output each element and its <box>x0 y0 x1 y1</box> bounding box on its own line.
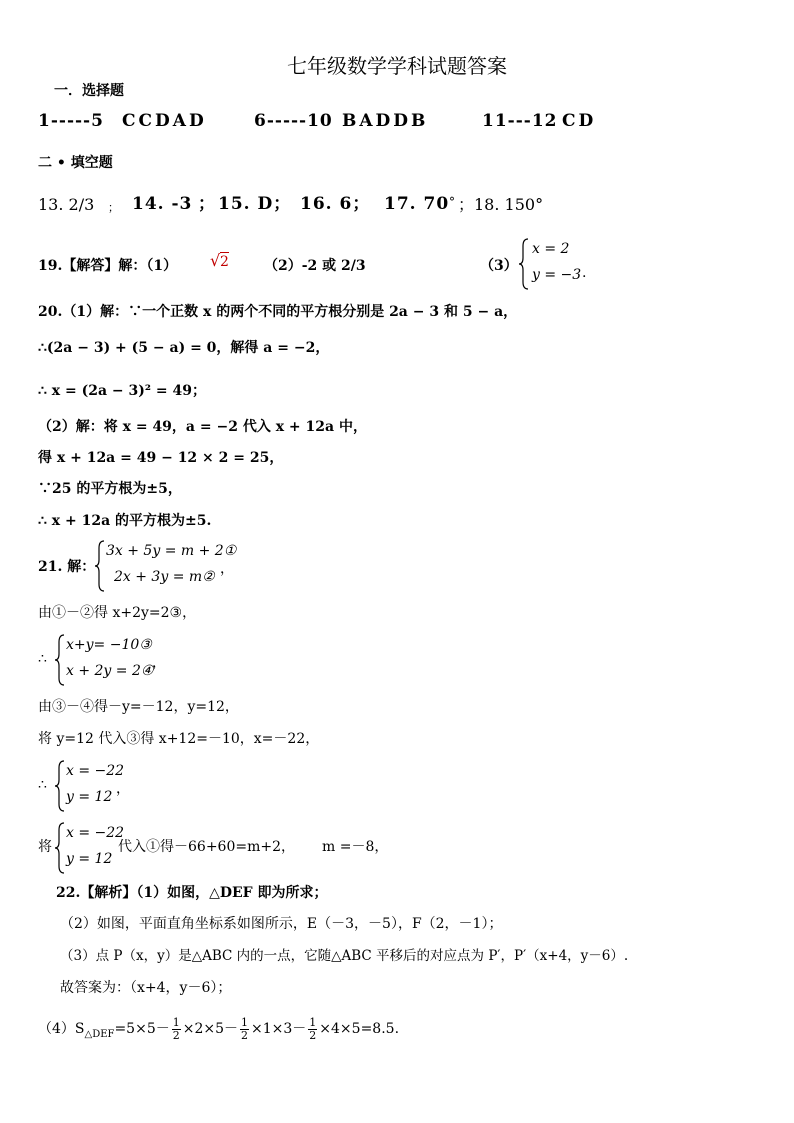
degree-17: ° <box>449 195 455 209</box>
q19-label: 19.【解答】解：（1） <box>38 258 178 274</box>
answer-13: 13. 2/3 <box>38 195 95 214</box>
fraction-half-1: $\frac{1}{2}$ <box>172 1015 180 1042</box>
q22-line4: 故答案为：（x+4，y－6）； <box>60 980 232 996</box>
brace-icon <box>518 238 530 290</box>
q20-line3: ∴ x = (2a − 3)² = 49； <box>38 383 206 399</box>
q20-line5: 得 x + 12a = 49 − 12 × 2 = 25， <box>38 450 284 466</box>
separator-14: ； <box>198 194 216 214</box>
brace-icon <box>54 634 66 686</box>
q21-system2-row1: x+y= −10③ <box>66 637 152 653</box>
choice-answers-1: CCDAD <box>122 111 207 131</box>
q21-system2 <box>54 634 164 686</box>
area-term-d: ×4×5=8.5. <box>319 1021 400 1037</box>
answer-18: ；18. 150° <box>458 195 544 214</box>
choice-range-3: 11---12 <box>482 111 558 131</box>
brace-icon <box>94 540 106 592</box>
q21-line1: 由①－②得 x+2y=2③， <box>38 605 197 621</box>
q20-line6: ∵25 的平方根为±5， <box>38 481 182 497</box>
q22-line2: （2）如图，平面直角坐标系如图所示，E（－3，－5），F（2，－1）； <box>60 916 503 932</box>
q22-area-formula <box>38 1014 399 1050</box>
q20-line2: ∴(2a − 3) + (5 − a) = 0，解得 a = −2， <box>38 340 330 356</box>
q21-system1 <box>94 540 237 592</box>
q21-system1-end: ， <box>220 561 234 577</box>
q19-part2: （2）-2 或 2/3 <box>264 258 366 274</box>
fraction-half-2: $\frac{1}{2}$ <box>241 1015 249 1042</box>
choice-answers-2: BADDB <box>342 111 429 131</box>
q22-line1: 22.【解析】（1）如图，△DEF 即为所求； <box>56 885 328 901</box>
q20-line1: 20.（1）解：∵一个正数 x 的两个不同的平方根分别是 2a − 3 和 5 − a， <box>38 304 518 320</box>
choice-range-1: 1-----5 <box>38 111 104 131</box>
q21-system4-row1: x = −22 <box>66 825 125 841</box>
choice-answers-3: CD <box>562 111 597 131</box>
area-subscript: △DEF <box>84 1028 115 1040</box>
area-term-c: ×1×3－ <box>251 1021 307 1037</box>
choice-range-2: 6-----10 <box>254 111 333 131</box>
q21-system4 <box>54 822 124 874</box>
area-term-a: =5×5－ <box>114 1021 170 1037</box>
q21-system3-row2: y = 12 <box>66 789 113 805</box>
q19-part3: （3） <box>480 258 518 274</box>
q20-line4: （2）解：将 x = 49，a = −2 代入 x + 12a 中， <box>38 419 367 435</box>
area-term-b: ×2×5－ <box>182 1021 239 1037</box>
fraction-half-3: $\frac{1}{2}$ <box>309 1015 317 1042</box>
q21-system3-prefix: ∴ <box>38 777 47 793</box>
q21-system4-row2: y = 12 <box>66 851 113 867</box>
answer-15: 15. D； <box>218 194 292 214</box>
q19-end: . <box>582 265 587 281</box>
sqrt-icon: √ <box>210 251 221 270</box>
q22-line3: （3）点 P（x，y）是△ABC 内的一点，它随△ABC 平移后的对应点为 P′，P′（x+4，y－6）. <box>60 948 629 964</box>
q21-label: 21. 解： <box>38 559 96 575</box>
q19-system-row2: y = −3 <box>532 267 582 283</box>
q21-system2-end: ， <box>152 655 166 671</box>
q21-system3-row1: x = −22 <box>66 763 125 779</box>
brace-icon <box>54 760 66 812</box>
section2-heading: 二 • 填空题 <box>38 155 113 171</box>
answer-16: 16. 6； <box>300 194 371 214</box>
q21-result: m =－8， <box>322 839 389 855</box>
answer-14: 14. -3 <box>132 194 193 214</box>
q20-line7: ∴ x + 12a 的平方根为±5. <box>38 513 212 529</box>
separator-13: ； <box>108 201 119 214</box>
q21-system2-row2: x + 2y = 2④ <box>66 663 154 679</box>
q21-line2: 由③－④得－y=－12，y=12， <box>38 699 239 715</box>
q21-system4-prefix: 将 <box>38 839 52 855</box>
q21-system3-end: ， <box>116 781 130 797</box>
q21-line3: 将 y=12 代入③得 x+12=－10，x=－22， <box>38 731 320 747</box>
sqrt-value: 2 <box>220 254 229 270</box>
q21-system1-row1: 3x + 5y = m + 2① <box>106 543 237 559</box>
q21-system1-row2: 2x + 3y = m② <box>114 569 215 585</box>
q19-system-row1: x = 2 <box>532 241 570 257</box>
q21-system4-post: 代入①得－66+60=m+2， <box>118 839 296 855</box>
page-title: 七年级数学学科试题答案 <box>287 54 507 78</box>
area-prefix: （4）S <box>38 1021 85 1037</box>
brace-icon <box>54 822 66 874</box>
answer-17: 17. 70 <box>384 194 450 214</box>
q21-system2-prefix: ∴ <box>38 651 47 667</box>
section1-heading: 一．选择题 <box>54 83 124 99</box>
